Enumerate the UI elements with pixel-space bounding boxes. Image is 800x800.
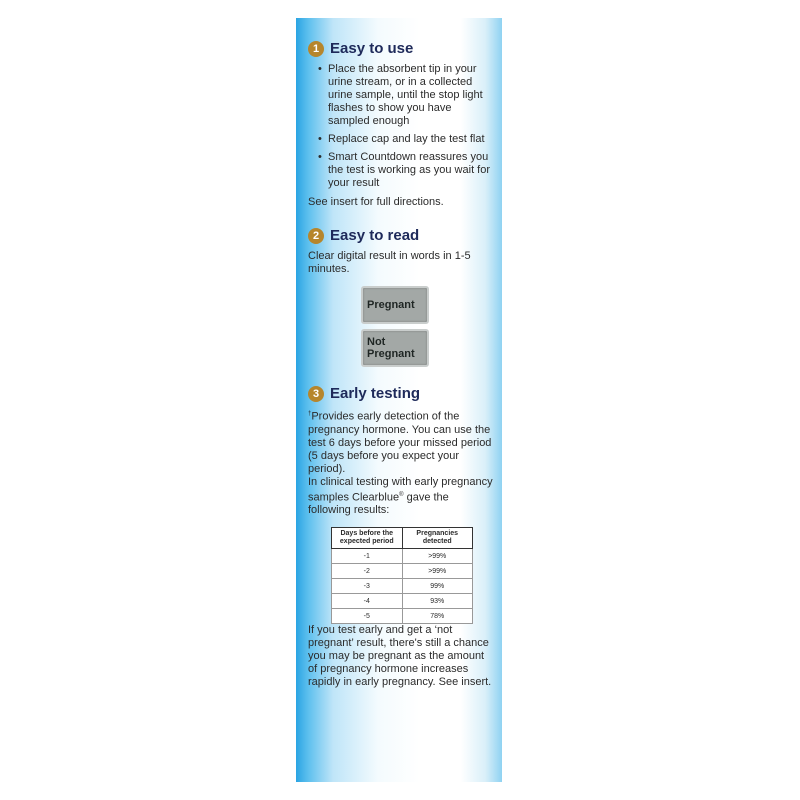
result-displays (361, 286, 494, 367)
table-row (332, 594, 473, 609)
section-easy-to-use-header (308, 40, 494, 57)
display-text: Pregnant (367, 299, 415, 311)
table-cell: 99% (402, 579, 473, 594)
footnote-mark: † (308, 411, 312, 417)
table-row (332, 579, 473, 594)
display-pregnant (361, 286, 429, 324)
table-cell: -3 (332, 579, 403, 594)
clinical-text: In clinical testing with early pregnancy samples Clearblue (308, 475, 493, 504)
step-number-badge: 3 (308, 386, 324, 402)
table-cell: -5 (332, 609, 403, 624)
column-header: Days before the expected period (332, 528, 403, 549)
early-testing-text (308, 408, 494, 476)
table-cell: -2 (332, 564, 403, 579)
early-detection-text: Provides early detection of the pregnancy hormone. You can use the test 6 days before your missed period (5 days before you expect your period). (308, 410, 492, 475)
step-number-badge: 2 (308, 228, 324, 244)
section-title: Early testing (330, 385, 421, 402)
package-side-panel (296, 18, 502, 782)
insert-note: See insert for full directions. (308, 196, 444, 208)
panel-content (308, 40, 494, 689)
section-title: Easy to read (330, 227, 420, 244)
step-number-badge: 1 (308, 41, 324, 57)
list-item: • Place the absorbent tip in your urine stream, or in a collected urine sample, until the stop light flashes to show you have sampled enough (318, 63, 494, 128)
table-header-row (332, 528, 473, 549)
display-text: Pregnant (367, 348, 415, 360)
clinical-testing-text (308, 476, 494, 518)
read-description: Clear digital result in words in 1-5 minutes. (308, 250, 471, 275)
section-title: Easy to use (330, 40, 414, 57)
closing-note: If you test early and get a ‘not pregnant’ result, there's still a chance you may be pregnant as the amount of pregnancy hormone increases rapidly in early pregnancy. See insert. (308, 624, 492, 689)
table-cell: -4 (332, 594, 403, 609)
table-row (332, 564, 473, 579)
table-row (332, 549, 473, 564)
display-text: Not (367, 336, 386, 348)
section-easy-to-read-header (308, 227, 494, 244)
table-cell: -1 (332, 549, 403, 564)
results-table (331, 527, 473, 624)
usage-bullet-list (308, 63, 494, 190)
list-item: • Replace cap and lay the test flat (318, 133, 494, 146)
section-early-testing-header (308, 385, 494, 402)
list-item: • Smart Countdown reassures you the test is working as you wait for your result (318, 151, 494, 190)
table-row (332, 609, 473, 624)
column-header: Pregnancies detected (402, 528, 473, 549)
display-not-pregnant (361, 329, 429, 367)
table-cell: >99% (402, 549, 473, 564)
results-intro: gave the following results: (308, 491, 449, 517)
table-cell: >99% (402, 564, 473, 579)
registered-mark: ® (399, 491, 404, 498)
table-cell: 93% (402, 594, 473, 609)
table-cell: 78% (402, 609, 473, 624)
